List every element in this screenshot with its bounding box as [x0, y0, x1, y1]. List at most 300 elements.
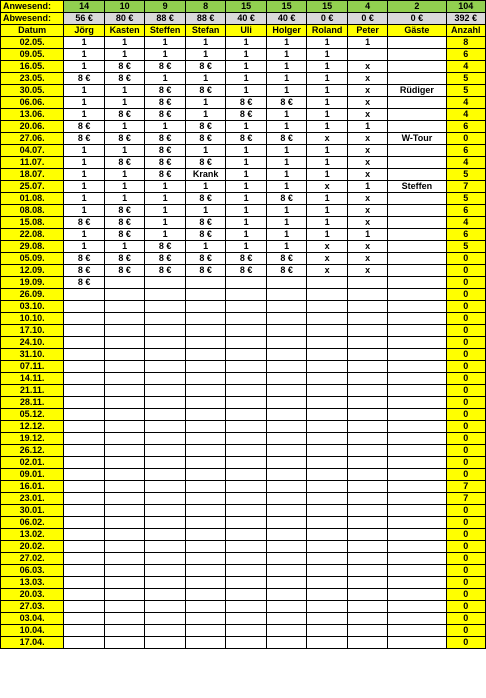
- cell-uli[interactable]: 8 €: [226, 97, 267, 109]
- cell-date[interactable]: 10.10.: [1, 313, 64, 325]
- cell-steffen[interactable]: 1: [145, 205, 186, 217]
- cell-kasten[interactable]: [104, 457, 145, 469]
- cell-uli[interactable]: [226, 385, 267, 397]
- cell-holger[interactable]: 1: [266, 145, 307, 157]
- cell-stefan[interactable]: 8 €: [185, 229, 226, 241]
- cell-date[interactable]: 13.06.: [1, 109, 64, 121]
- cell-roland[interactable]: [307, 373, 348, 385]
- cell-roland[interactable]: 1: [307, 121, 348, 133]
- cell-steffen[interactable]: 1: [145, 73, 186, 85]
- cell-date[interactable]: 15.08.: [1, 217, 64, 229]
- cell-holger[interactable]: 1: [266, 241, 307, 253]
- cell-joerg[interactable]: 1: [64, 229, 105, 241]
- cell-uli[interactable]: 1: [226, 217, 267, 229]
- cell-anzahl[interactable]: 0: [446, 313, 486, 325]
- cell-gaeste[interactable]: [388, 241, 446, 253]
- cell-stefan[interactable]: [185, 361, 226, 373]
- cell-anzahl[interactable]: 0: [446, 541, 486, 553]
- cell-peter[interactable]: [347, 409, 388, 421]
- cell-holger[interactable]: 8 €: [266, 97, 307, 109]
- cell-steffen[interactable]: 8 €: [145, 109, 186, 121]
- cell-gaeste[interactable]: [388, 61, 446, 73]
- cell-roland[interactable]: 1: [307, 229, 348, 241]
- cell-date[interactable]: 10.04.: [1, 625, 64, 637]
- cell-roland[interactable]: x: [307, 253, 348, 265]
- cell-holger[interactable]: 1: [266, 217, 307, 229]
- cell-kasten[interactable]: [104, 397, 145, 409]
- cell-stefan[interactable]: [185, 565, 226, 577]
- cell-peter[interactable]: [347, 637, 388, 649]
- cell-steffen[interactable]: [145, 493, 186, 505]
- cell-kasten[interactable]: 1: [104, 181, 145, 193]
- cell-roland[interactable]: 1: [307, 109, 348, 121]
- cell-steffen[interactable]: [145, 565, 186, 577]
- cell-kasten[interactable]: [104, 625, 145, 637]
- cell-joerg[interactable]: [64, 553, 105, 565]
- cell-anzahl[interactable]: 0: [446, 553, 486, 565]
- cell-date[interactable]: 06.06.: [1, 97, 64, 109]
- cell-uli[interactable]: 1: [226, 193, 267, 205]
- cell-anzahl[interactable]: 0: [446, 589, 486, 601]
- cell-joerg[interactable]: [64, 481, 105, 493]
- column-header-kasten[interactable]: Kasten: [104, 25, 145, 37]
- cell-roland[interactable]: x: [307, 265, 348, 277]
- cell-gaeste[interactable]: [388, 373, 446, 385]
- cell-joerg[interactable]: 1: [64, 61, 105, 73]
- cell-kasten[interactable]: 8 €: [104, 217, 145, 229]
- cell-stefan[interactable]: [185, 601, 226, 613]
- cell-anzahl[interactable]: 4: [446, 217, 486, 229]
- cell-kasten[interactable]: [104, 349, 145, 361]
- cell-steffen[interactable]: [145, 541, 186, 553]
- cell-gaeste[interactable]: [388, 589, 446, 601]
- cell-holger[interactable]: [266, 313, 307, 325]
- cell-stefan[interactable]: [185, 301, 226, 313]
- cell-uli[interactable]: 1: [226, 49, 267, 61]
- cell-gaeste[interactable]: Rüdiger: [388, 85, 446, 97]
- cell-roland[interactable]: [307, 469, 348, 481]
- cell-kasten[interactable]: 1: [104, 145, 145, 157]
- cell-anzahl[interactable]: 4: [446, 157, 486, 169]
- cell-joerg[interactable]: 8 €: [64, 277, 105, 289]
- cell-date[interactable]: 08.08.: [1, 205, 64, 217]
- cell-peter[interactable]: x: [347, 241, 388, 253]
- cell-peter[interactable]: x: [347, 109, 388, 121]
- cell-holger[interactable]: 8 €: [266, 253, 307, 265]
- cell-gaeste[interactable]: [388, 505, 446, 517]
- cell-gaeste[interactable]: [388, 493, 446, 505]
- cell-gaeste[interactable]: [388, 529, 446, 541]
- cell-kasten[interactable]: [104, 505, 145, 517]
- cell-peter[interactable]: [347, 505, 388, 517]
- column-header-anzahl[interactable]: Anzahl: [446, 25, 486, 37]
- anwesend-count[interactable]: 8: [185, 1, 226, 13]
- cell-holger[interactable]: [266, 409, 307, 421]
- cell-anzahl[interactable]: 0: [446, 289, 486, 301]
- cell-joerg[interactable]: 1: [64, 193, 105, 205]
- column-header-uli[interactable]: Uli: [226, 25, 267, 37]
- cell-uli[interactable]: 1: [226, 157, 267, 169]
- cell-steffen[interactable]: 1: [145, 37, 186, 49]
- cell-peter[interactable]: [347, 625, 388, 637]
- cell-gaeste[interactable]: [388, 193, 446, 205]
- cell-steffen[interactable]: [145, 409, 186, 421]
- cell-anzahl[interactable]: 8: [446, 37, 486, 49]
- cell-stefan[interactable]: 1: [185, 205, 226, 217]
- cell-date[interactable]: 22.08.: [1, 229, 64, 241]
- column-header-steffen[interactable]: Steffen: [145, 25, 186, 37]
- cell-uli[interactable]: [226, 421, 267, 433]
- cell-anzahl[interactable]: 0: [446, 253, 486, 265]
- cell-gaeste[interactable]: [388, 217, 446, 229]
- anwesend-count[interactable]: 10: [104, 1, 145, 13]
- cell-gaeste[interactable]: [388, 253, 446, 265]
- cell-stefan[interactable]: [185, 457, 226, 469]
- cell-steffen[interactable]: [145, 553, 186, 565]
- cell-steffen[interactable]: [145, 637, 186, 649]
- cell-steffen[interactable]: [145, 457, 186, 469]
- cell-roland[interactable]: [307, 349, 348, 361]
- cell-holger[interactable]: [266, 289, 307, 301]
- cell-stefan[interactable]: [185, 589, 226, 601]
- cell-joerg[interactable]: 8 €: [64, 121, 105, 133]
- cell-roland[interactable]: [307, 517, 348, 529]
- cell-gaeste[interactable]: [388, 601, 446, 613]
- cell-anzahl[interactable]: 5: [446, 85, 486, 97]
- cell-kasten[interactable]: 1: [104, 241, 145, 253]
- cell-peter[interactable]: [347, 493, 388, 505]
- cell-kasten[interactable]: [104, 301, 145, 313]
- cell-peter[interactable]: x: [347, 169, 388, 181]
- cell-uli[interactable]: [226, 505, 267, 517]
- cell-roland[interactable]: [307, 529, 348, 541]
- cell-date[interactable]: 05.09.: [1, 253, 64, 265]
- cell-joerg[interactable]: [64, 313, 105, 325]
- cell-kasten[interactable]: [104, 565, 145, 577]
- cell-kasten[interactable]: [104, 613, 145, 625]
- cell-kasten[interactable]: [104, 421, 145, 433]
- cell-steffen[interactable]: 8 €: [145, 85, 186, 97]
- cell-date[interactable]: 19.12.: [1, 433, 64, 445]
- cell-steffen[interactable]: [145, 469, 186, 481]
- cell-holger[interactable]: [266, 589, 307, 601]
- cell-steffen[interactable]: [145, 373, 186, 385]
- cell-anzahl[interactable]: 5: [446, 73, 486, 85]
- cell-kasten[interactable]: [104, 325, 145, 337]
- cell-date[interactable]: 04.07.: [1, 145, 64, 157]
- cell-stefan[interactable]: [185, 469, 226, 481]
- cell-stefan[interactable]: [185, 577, 226, 589]
- cell-uli[interactable]: 1: [226, 229, 267, 241]
- cell-joerg[interactable]: 8 €: [64, 133, 105, 145]
- cell-anzahl[interactable]: 0: [446, 301, 486, 313]
- cell-date[interactable]: 12.09.: [1, 265, 64, 277]
- cell-uli[interactable]: [226, 625, 267, 637]
- cell-stefan[interactable]: 1: [185, 241, 226, 253]
- cell-date[interactable]: 19.09.: [1, 277, 64, 289]
- cell-peter[interactable]: [347, 361, 388, 373]
- cell-stefan[interactable]: 1: [185, 73, 226, 85]
- cell-date[interactable]: 02.01.: [1, 457, 64, 469]
- cell-stefan[interactable]: [185, 409, 226, 421]
- abwesend-amount[interactable]: 0 €: [347, 13, 388, 25]
- cell-peter[interactable]: [347, 445, 388, 457]
- cell-steffen[interactable]: [145, 289, 186, 301]
- cell-joerg[interactable]: [64, 517, 105, 529]
- cell-steffen[interactable]: [145, 481, 186, 493]
- cell-steffen[interactable]: [145, 529, 186, 541]
- cell-stefan[interactable]: [185, 433, 226, 445]
- cell-uli[interactable]: 1: [226, 241, 267, 253]
- cell-steffen[interactable]: [145, 349, 186, 361]
- cell-anzahl[interactable]: 0: [446, 505, 486, 517]
- cell-roland[interactable]: [307, 541, 348, 553]
- cell-anzahl[interactable]: 0: [446, 565, 486, 577]
- cell-roland[interactable]: [307, 481, 348, 493]
- cell-gaeste[interactable]: [388, 337, 446, 349]
- cell-roland[interactable]: 1: [307, 205, 348, 217]
- cell-gaeste[interactable]: [388, 385, 446, 397]
- cell-anzahl[interactable]: 0: [446, 529, 486, 541]
- cell-gaeste[interactable]: [388, 517, 446, 529]
- cell-holger[interactable]: [266, 433, 307, 445]
- cell-steffen[interactable]: [145, 613, 186, 625]
- cell-anzahl[interactable]: 4: [446, 61, 486, 73]
- cell-anzahl[interactable]: 0: [446, 361, 486, 373]
- cell-roland[interactable]: [307, 409, 348, 421]
- cell-joerg[interactable]: 1: [64, 241, 105, 253]
- cell-roland[interactable]: [307, 313, 348, 325]
- cell-roland[interactable]: 1: [307, 169, 348, 181]
- cell-holger[interactable]: 1: [266, 169, 307, 181]
- cell-steffen[interactable]: 8 €: [145, 145, 186, 157]
- cell-holger[interactable]: [266, 565, 307, 577]
- cell-uli[interactable]: [226, 457, 267, 469]
- cell-joerg[interactable]: 1: [64, 49, 105, 61]
- cell-joerg[interactable]: [64, 289, 105, 301]
- cell-kasten[interactable]: [104, 637, 145, 649]
- cell-roland[interactable]: [307, 637, 348, 649]
- cell-anzahl[interactable]: 6: [446, 229, 486, 241]
- cell-anzahl[interactable]: 0: [446, 409, 486, 421]
- cell-holger[interactable]: [266, 625, 307, 637]
- cell-stefan[interactable]: [185, 613, 226, 625]
- cell-holger[interactable]: 1: [266, 121, 307, 133]
- cell-date[interactable]: 27.02.: [1, 553, 64, 565]
- cell-uli[interactable]: [226, 313, 267, 325]
- column-header-holger[interactable]: Holger: [266, 25, 307, 37]
- cell-gaeste[interactable]: [388, 121, 446, 133]
- cell-date[interactable]: 12.12.: [1, 421, 64, 433]
- cell-steffen[interactable]: [145, 589, 186, 601]
- cell-peter[interactable]: [347, 577, 388, 589]
- cell-uli[interactable]: 8 €: [226, 253, 267, 265]
- cell-date[interactable]: 07.11.: [1, 361, 64, 373]
- cell-peter[interactable]: [347, 433, 388, 445]
- cell-joerg[interactable]: [64, 577, 105, 589]
- cell-uli[interactable]: [226, 445, 267, 457]
- abwesend-amount[interactable]: 40 €: [226, 13, 267, 25]
- cell-date[interactable]: 06.03.: [1, 565, 64, 577]
- cell-steffen[interactable]: [145, 625, 186, 637]
- cell-kasten[interactable]: 8 €: [104, 265, 145, 277]
- abwesend-amount[interactable]: 88 €: [145, 13, 186, 25]
- cell-joerg[interactable]: [64, 637, 105, 649]
- cell-date[interactable]: 29.08.: [1, 241, 64, 253]
- cell-steffen[interactable]: [145, 421, 186, 433]
- cell-holger[interactable]: 1: [266, 109, 307, 121]
- cell-roland[interactable]: [307, 445, 348, 457]
- cell-stefan[interactable]: [185, 313, 226, 325]
- cell-stefan[interactable]: 8 €: [185, 253, 226, 265]
- cell-joerg[interactable]: [64, 493, 105, 505]
- cell-peter[interactable]: [347, 565, 388, 577]
- cell-date[interactable]: 27.03.: [1, 601, 64, 613]
- cell-date[interactable]: 20.06.: [1, 121, 64, 133]
- cell-gaeste[interactable]: [388, 37, 446, 49]
- anwesend-count[interactable]: 15: [266, 1, 307, 13]
- cell-joerg[interactable]: [64, 433, 105, 445]
- cell-joerg[interactable]: [64, 301, 105, 313]
- cell-peter[interactable]: x: [347, 61, 388, 73]
- cell-kasten[interactable]: 8 €: [104, 253, 145, 265]
- cell-kasten[interactable]: 8 €: [104, 229, 145, 241]
- anwesend-count[interactable]: 2: [388, 1, 446, 13]
- cell-steffen[interactable]: [145, 313, 186, 325]
- cell-date[interactable]: 09.01.: [1, 469, 64, 481]
- cell-uli[interactable]: [226, 301, 267, 313]
- cell-joerg[interactable]: [64, 589, 105, 601]
- cell-holger[interactable]: [266, 397, 307, 409]
- cell-gaeste[interactable]: [388, 637, 446, 649]
- cell-steffen[interactable]: 8 €: [145, 265, 186, 277]
- cell-stefan[interactable]: 8 €: [185, 193, 226, 205]
- cell-uli[interactable]: 1: [226, 37, 267, 49]
- cell-anzahl[interactable]: 6: [446, 49, 486, 61]
- cell-uli[interactable]: 1: [226, 61, 267, 73]
- cell-peter[interactable]: [347, 313, 388, 325]
- cell-joerg[interactable]: [64, 457, 105, 469]
- cell-stefan[interactable]: 1: [185, 97, 226, 109]
- cell-stefan[interactable]: Krank: [185, 169, 226, 181]
- cell-kasten[interactable]: 8 €: [104, 157, 145, 169]
- cell-anzahl[interactable]: 0: [446, 637, 486, 649]
- cell-roland[interactable]: [307, 565, 348, 577]
- cell-peter[interactable]: x: [347, 205, 388, 217]
- cell-anzahl[interactable]: 0: [446, 265, 486, 277]
- cell-anzahl[interactable]: 0: [446, 613, 486, 625]
- cell-uli[interactable]: [226, 589, 267, 601]
- cell-roland[interactable]: [307, 493, 348, 505]
- cell-stefan[interactable]: [185, 385, 226, 397]
- cell-holger[interactable]: 1: [266, 61, 307, 73]
- cell-peter[interactable]: [347, 421, 388, 433]
- cell-peter[interactable]: 1: [347, 121, 388, 133]
- cell-joerg[interactable]: [64, 505, 105, 517]
- cell-uli[interactable]: 1: [226, 181, 267, 193]
- cell-peter[interactable]: [347, 517, 388, 529]
- anwesend-count[interactable]: 14: [64, 1, 105, 13]
- cell-anzahl[interactable]: 0: [446, 625, 486, 637]
- cell-gaeste[interactable]: [388, 73, 446, 85]
- cell-anzahl[interactable]: 0: [446, 385, 486, 397]
- cell-gaeste[interactable]: [388, 313, 446, 325]
- cell-gaeste[interactable]: [388, 577, 446, 589]
- cell-roland[interactable]: [307, 433, 348, 445]
- cell-anzahl[interactable]: 7: [446, 181, 486, 193]
- cell-date[interactable]: 16.01.: [1, 481, 64, 493]
- cell-holger[interactable]: [266, 337, 307, 349]
- cell-stefan[interactable]: [185, 373, 226, 385]
- cell-uli[interactable]: 1: [226, 205, 267, 217]
- cell-peter[interactable]: x: [347, 265, 388, 277]
- cell-gaeste[interactable]: [388, 277, 446, 289]
- cell-anzahl[interactable]: 0: [446, 517, 486, 529]
- cell-stefan[interactable]: 1: [185, 109, 226, 121]
- cell-uli[interactable]: [226, 565, 267, 577]
- cell-peter[interactable]: [347, 337, 388, 349]
- cell-uli[interactable]: 1: [226, 121, 267, 133]
- cell-stefan[interactable]: [185, 625, 226, 637]
- cell-gaeste[interactable]: [388, 49, 446, 61]
- cell-holger[interactable]: 1: [266, 205, 307, 217]
- cell-uli[interactable]: 1: [226, 73, 267, 85]
- cell-holger[interactable]: 1: [266, 157, 307, 169]
- column-header-roland[interactable]: Roland: [307, 25, 348, 37]
- cell-anzahl[interactable]: 5: [446, 241, 486, 253]
- cell-kasten[interactable]: [104, 337, 145, 349]
- cell-peter[interactable]: 1: [347, 229, 388, 241]
- cell-peter[interactable]: [347, 589, 388, 601]
- cell-gaeste[interactable]: [388, 349, 446, 361]
- abwesend-amount[interactable]: 56 €: [64, 13, 105, 25]
- cell-date[interactable]: 28.11.: [1, 397, 64, 409]
- cell-gaeste[interactable]: [388, 301, 446, 313]
- cell-peter[interactable]: [347, 349, 388, 361]
- cell-holger[interactable]: 8 €: [266, 133, 307, 145]
- cell-anzahl[interactable]: 0: [446, 433, 486, 445]
- cell-holger[interactable]: 1: [266, 181, 307, 193]
- cell-stefan[interactable]: 8 €: [185, 217, 226, 229]
- cell-peter[interactable]: [347, 289, 388, 301]
- cell-date[interactable]: 17.04.: [1, 637, 64, 649]
- cell-stefan[interactable]: 8 €: [185, 61, 226, 73]
- cell-steffen[interactable]: [145, 505, 186, 517]
- cell-steffen[interactable]: 8 €: [145, 133, 186, 145]
- cell-kasten[interactable]: [104, 493, 145, 505]
- cell-steffen[interactable]: 8 €: [145, 157, 186, 169]
- cell-stefan[interactable]: [185, 397, 226, 409]
- cell-holger[interactable]: 8 €: [266, 265, 307, 277]
- cell-stefan[interactable]: [185, 289, 226, 301]
- cell-joerg[interactable]: [64, 541, 105, 553]
- cell-peter[interactable]: [347, 277, 388, 289]
- cell-steffen[interactable]: [145, 301, 186, 313]
- cell-joerg[interactable]: [64, 397, 105, 409]
- cell-peter[interactable]: x: [347, 85, 388, 97]
- cell-joerg[interactable]: [64, 325, 105, 337]
- cell-anzahl[interactable]: 4: [446, 109, 486, 121]
- cell-kasten[interactable]: 1: [104, 97, 145, 109]
- cell-kasten[interactable]: [104, 385, 145, 397]
- cell-roland[interactable]: 1: [307, 73, 348, 85]
- cell-stefan[interactable]: 8 €: [185, 121, 226, 133]
- cell-roland[interactable]: [307, 505, 348, 517]
- cell-uli[interactable]: [226, 541, 267, 553]
- cell-anzahl[interactable]: 6: [446, 145, 486, 157]
- cell-kasten[interactable]: [104, 529, 145, 541]
- cell-anzahl[interactable]: 0: [446, 457, 486, 469]
